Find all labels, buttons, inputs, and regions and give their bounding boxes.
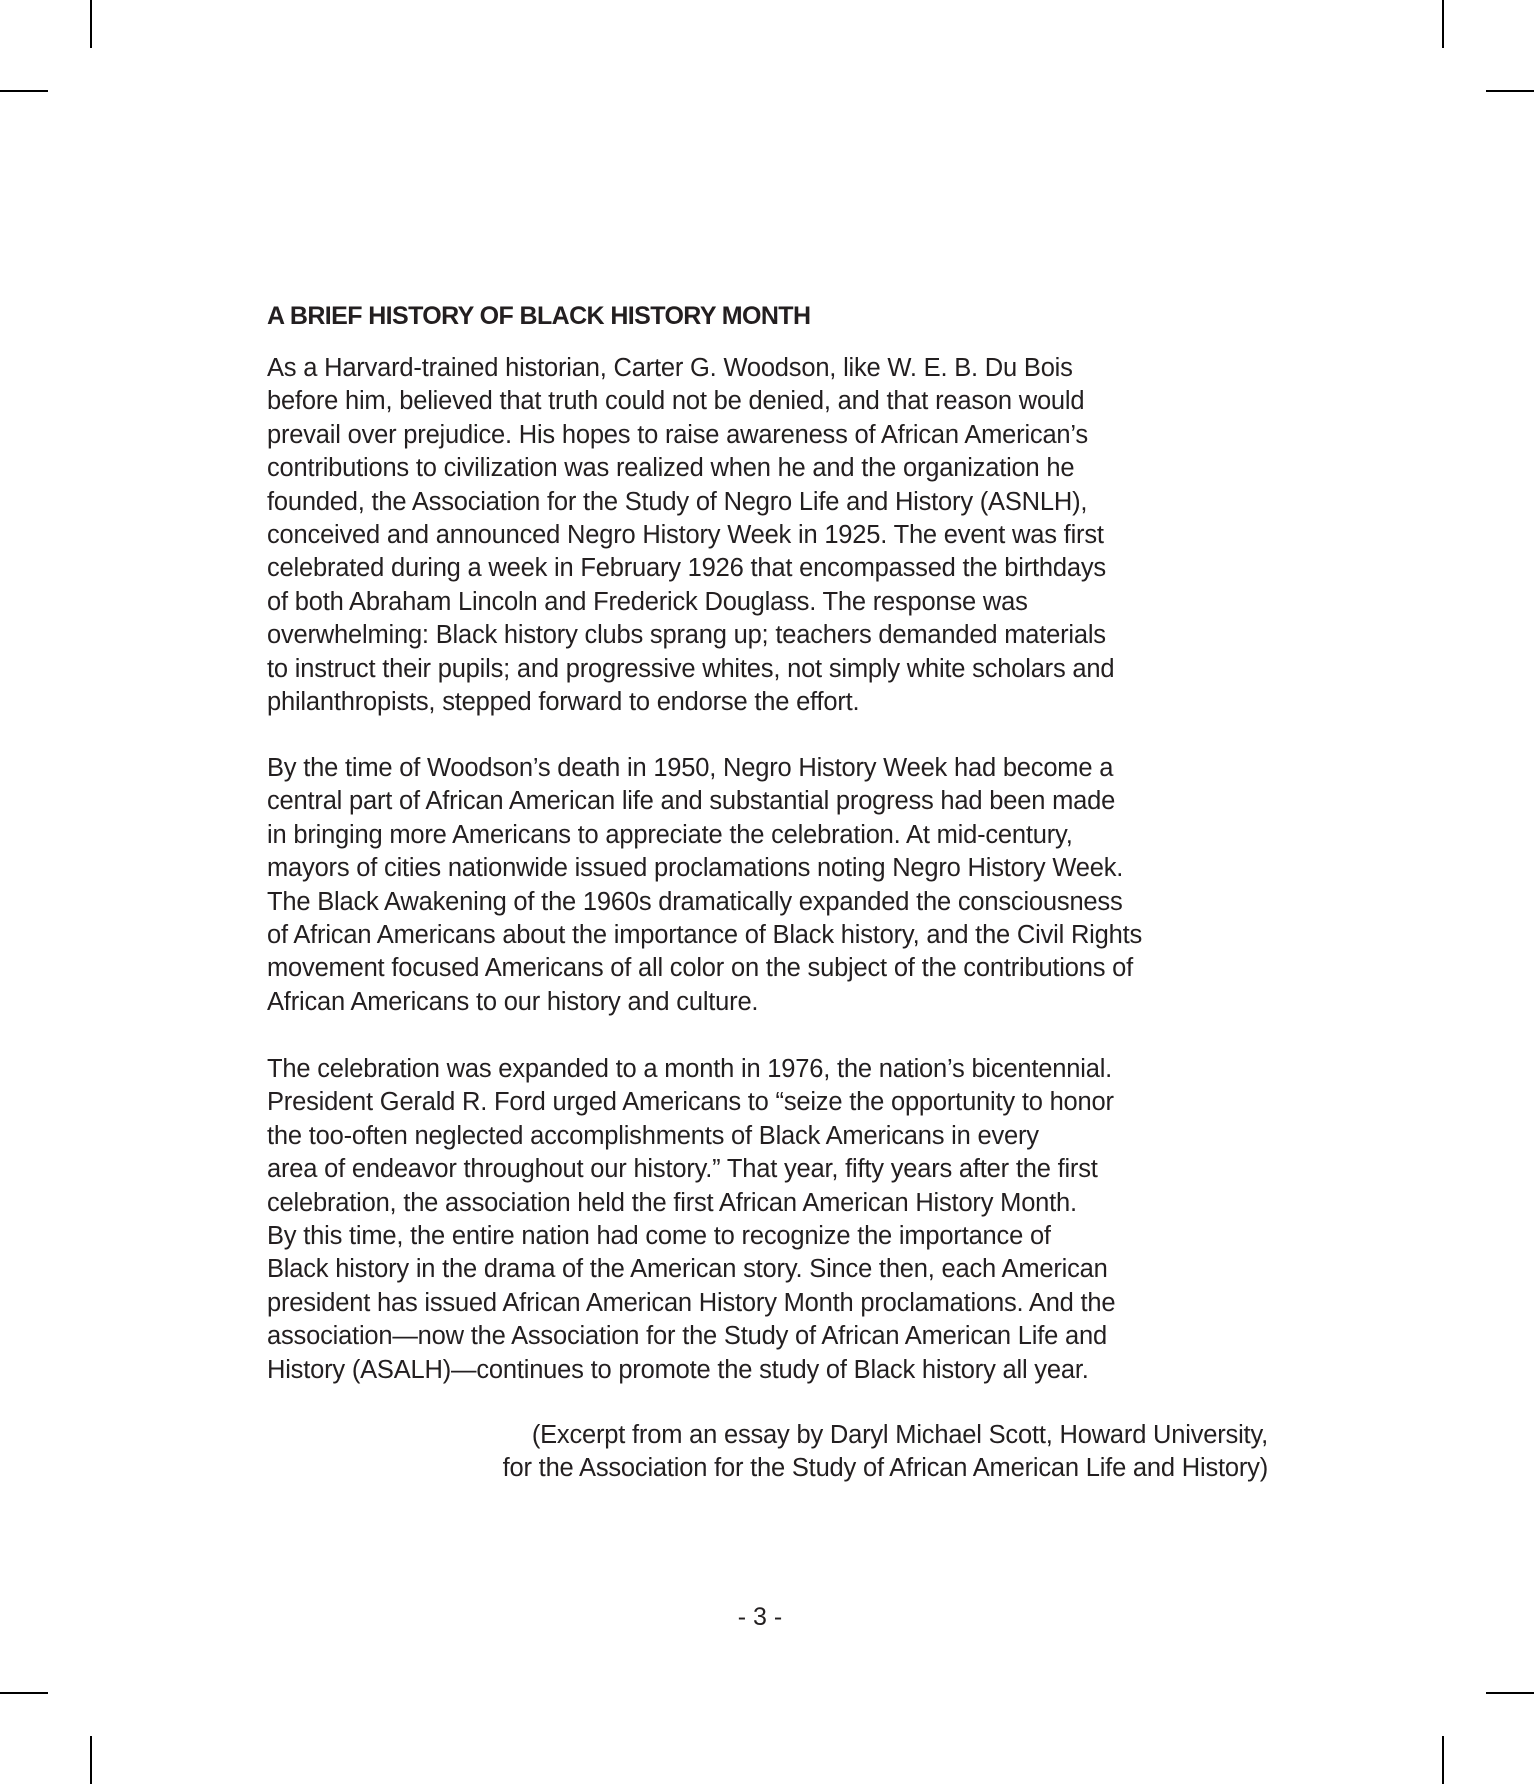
text-line: philanthropists, stepped forward to endorse the effort. [267, 688, 860, 717]
crop-mark-top-left-horizontal [0, 90, 48, 92]
text-line: African Americans to our history and culture. [267, 987, 759, 1016]
crop-mark-bottom-left-horizontal [0, 1692, 48, 1694]
text-line: contributions to civilization was realized when he and the organization he [267, 454, 1075, 483]
text-line: president has issued African American History Month proclamations. And the [267, 1288, 1116, 1317]
attribution [503, 1419, 1268, 1486]
text-line: celebrated during a week in February 1926 that encompassed the birthdays [267, 554, 1106, 583]
text-line: mayors of cities nationwide issued proclamations noting Negro History Week. [267, 854, 1124, 883]
crop-mark-top-right-vertical [1442, 0, 1444, 48]
crop-mark-bottom-right-horizontal [1486, 1692, 1534, 1694]
text-line: conceived and announced Negro History Week in 1925. The event was first [267, 521, 1104, 550]
text-line: central part of African American life and substantial progress had been made [267, 787, 1116, 816]
crop-mark-bottom-right-vertical [1442, 1736, 1444, 1784]
crop-mark-bottom-left-vertical [90, 1736, 92, 1784]
attribution-line: (Excerpt from an essay by Daryl Michael Scott, Howard University, [531, 1421, 1268, 1449]
text-line: By this time, the entire nation had come to recognize the importance of [267, 1222, 1051, 1251]
text-line: in bringing more Americans to appreciate the celebration. At mid-century, [267, 820, 1073, 849]
text-line: before him, believed that truth could not be denied, and that reason would [267, 387, 1085, 416]
page-number: - 3 - [737, 1603, 783, 1631]
text-line: By the time of Woodson’s death in 1950, Negro History Week had become a [267, 754, 1114, 782]
text-line: President Gerald R. Ford urged Americans to “seize the opportunity to honor [267, 1088, 1114, 1117]
text-line: to instruct their pupils; and progressive whites, not simply white scholars and [267, 654, 1115, 683]
paragraph-1 [267, 352, 1114, 719]
paragraph-2 [267, 752, 1142, 1019]
text-line: the too-often neglected accomplishments of Black Americans in every [267, 1121, 1039, 1150]
text-line: movement focused Americans of all color on the subject of the contributions of [267, 954, 1134, 983]
text-line: of African Americans about the importance of Black history, and the Civil Rights [267, 921, 1143, 950]
text-line: As a Harvard-trained historian, Carter G. Woodson, like W. E. B. Du Bois [267, 354, 1073, 382]
text-line: History (ASALH)—continues to promote the study of Black history all year. [267, 1355, 1089, 1384]
text-line: area of endeavor throughout our history.” That year, fifty years after the first [267, 1155, 1098, 1184]
text-line: The celebration was expanded to a month in 1976, the nation’s bicentennial. [267, 1055, 1113, 1083]
text-line: of both Abraham Lincoln and Frederick Douglass. The response was [267, 587, 1028, 616]
text-line: The Black Awakening of the 1960s dramatically expanded the consciousness [267, 887, 1123, 916]
paragraph-3 [267, 1053, 1115, 1387]
crop-mark-top-right-horizontal [1486, 90, 1534, 92]
text-line: founded, the Association for the Study of Negro Life and History (ASNLH), [267, 487, 1088, 516]
crop-mark-top-left-vertical [90, 0, 92, 48]
text-line: association—now the Association for the Study of African American Life and [267, 1322, 1107, 1351]
text-line: Black history in the drama of the American story. Since then, each American [267, 1255, 1108, 1284]
text-line: celebration, the association held the first African American History Month. [267, 1188, 1077, 1217]
text-line: prevail over prejudice. His hopes to raise awareness of African American’s [267, 420, 1088, 449]
text-line: overwhelming: Black history clubs sprang up; teachers demanded materials [267, 621, 1106, 650]
attribution-line: for the Association for the Study of African American Life and History) [502, 1454, 1268, 1483]
page-title: A BRIEF HISTORY OF BLACK HISTORY MONTH [267, 302, 811, 330]
